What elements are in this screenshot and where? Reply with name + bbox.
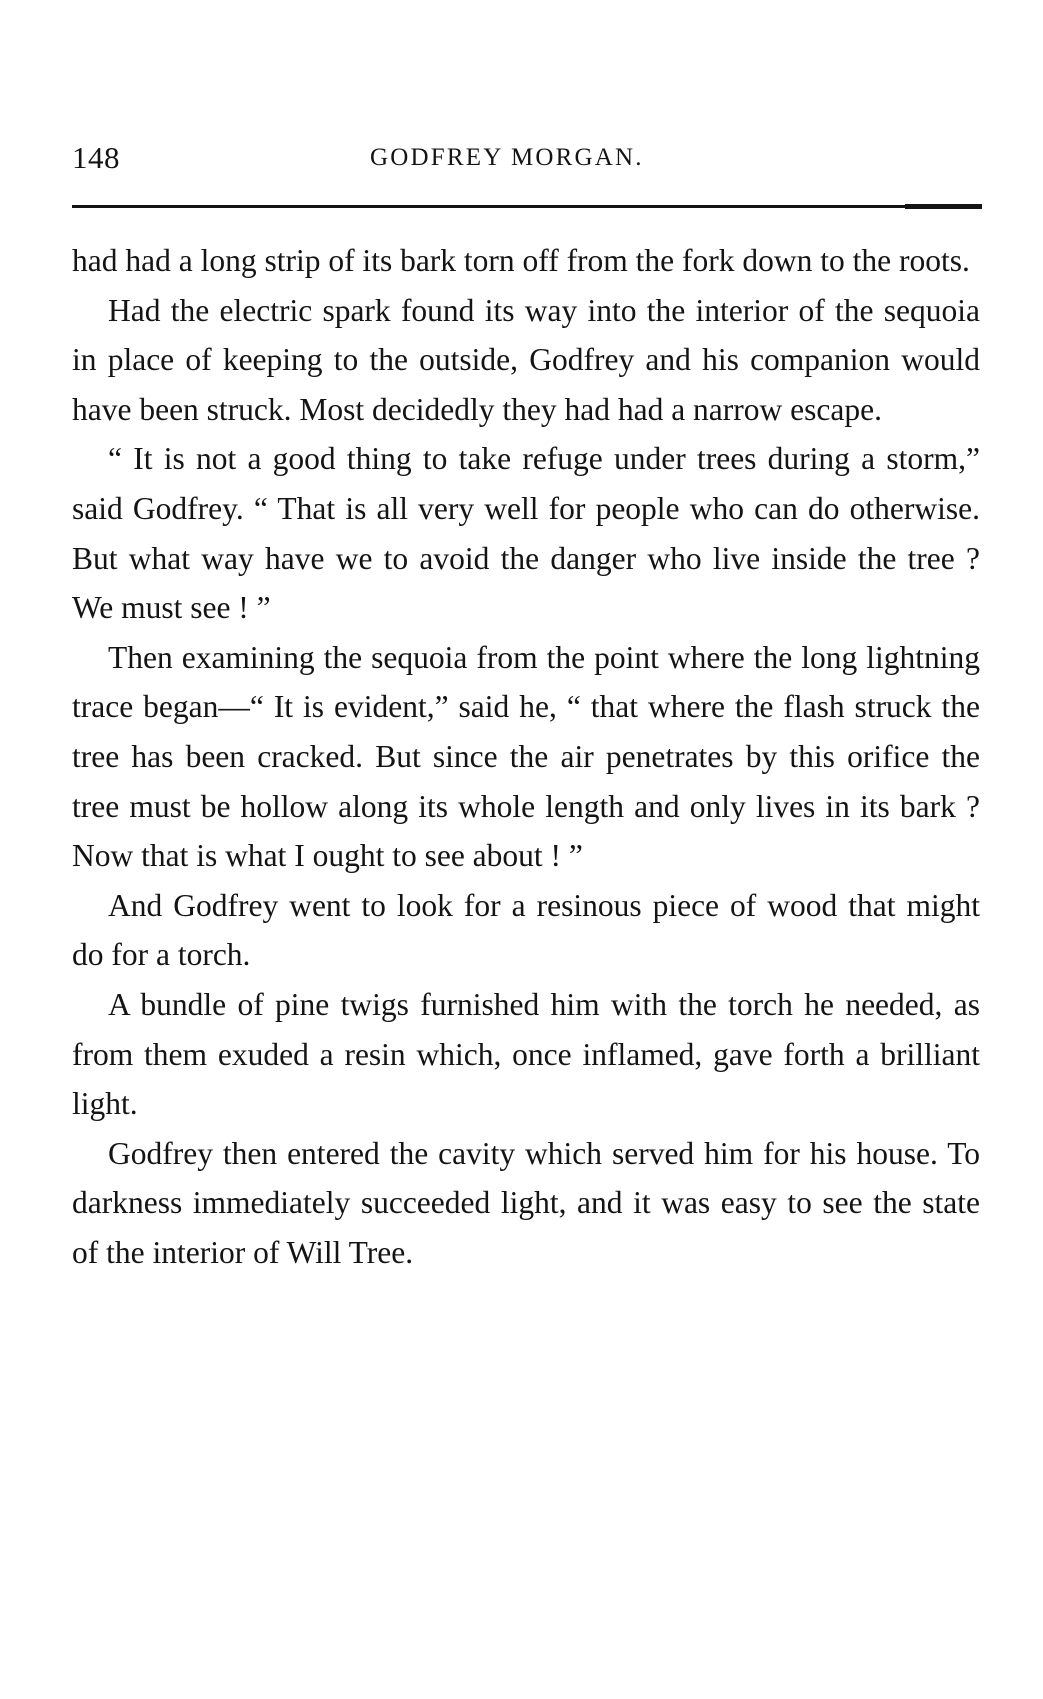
- header-rule-end: [905, 204, 982, 209]
- paragraph: And Godfrey went to look for a resinous piece of wood that might do for a torch.: [72, 887, 980, 973]
- paragraph-continuation: had had a long strip of its bark torn off from the fork down to the roots.: [72, 243, 970, 278]
- paragraph: A bundle of pine twigs furnished him with the torch he needed, as from them exuded a resin which, once inflamed, gave forth a brilliant light.: [72, 986, 980, 1122]
- paragraph: “ It is not a good thing to take refuge under trees during a storm,” said Godfrey. “ That is all very well for people who can do otherwise. But what way have we to avoid the danger who live inside the tree ? We must see ! ”: [72, 441, 980, 626]
- header-rule: [72, 205, 982, 208]
- body-text: [72, 236, 980, 1277]
- running-head: GODFREY MORGAN.: [370, 144, 644, 171]
- paragraph: Had the electric spark found its way into the interior of the sequoia in place of keeping to the outside, Godfrey and his companion would have been struck. Most decidedly they had had a narrow escape.: [72, 292, 980, 427]
- paragraph: Godfrey then entered the cavity which served him for his house. To darkness immediately succeeded light, and it was easy to see the state of the interior of Will Tree.: [72, 1135, 980, 1270]
- paragraph: Then examining the sequoia from the point where the long lightning trace began—“ It is evident,” said he, “ that where the flash struck the tree has been cracked. But since the air penetrates by this orifice the tree must be hollow along its whole length and only lives in its bark ? Now that is what I ought to see about ! ”: [72, 639, 980, 874]
- page-header: [72, 128, 982, 180]
- page-number: 148: [72, 140, 120, 175]
